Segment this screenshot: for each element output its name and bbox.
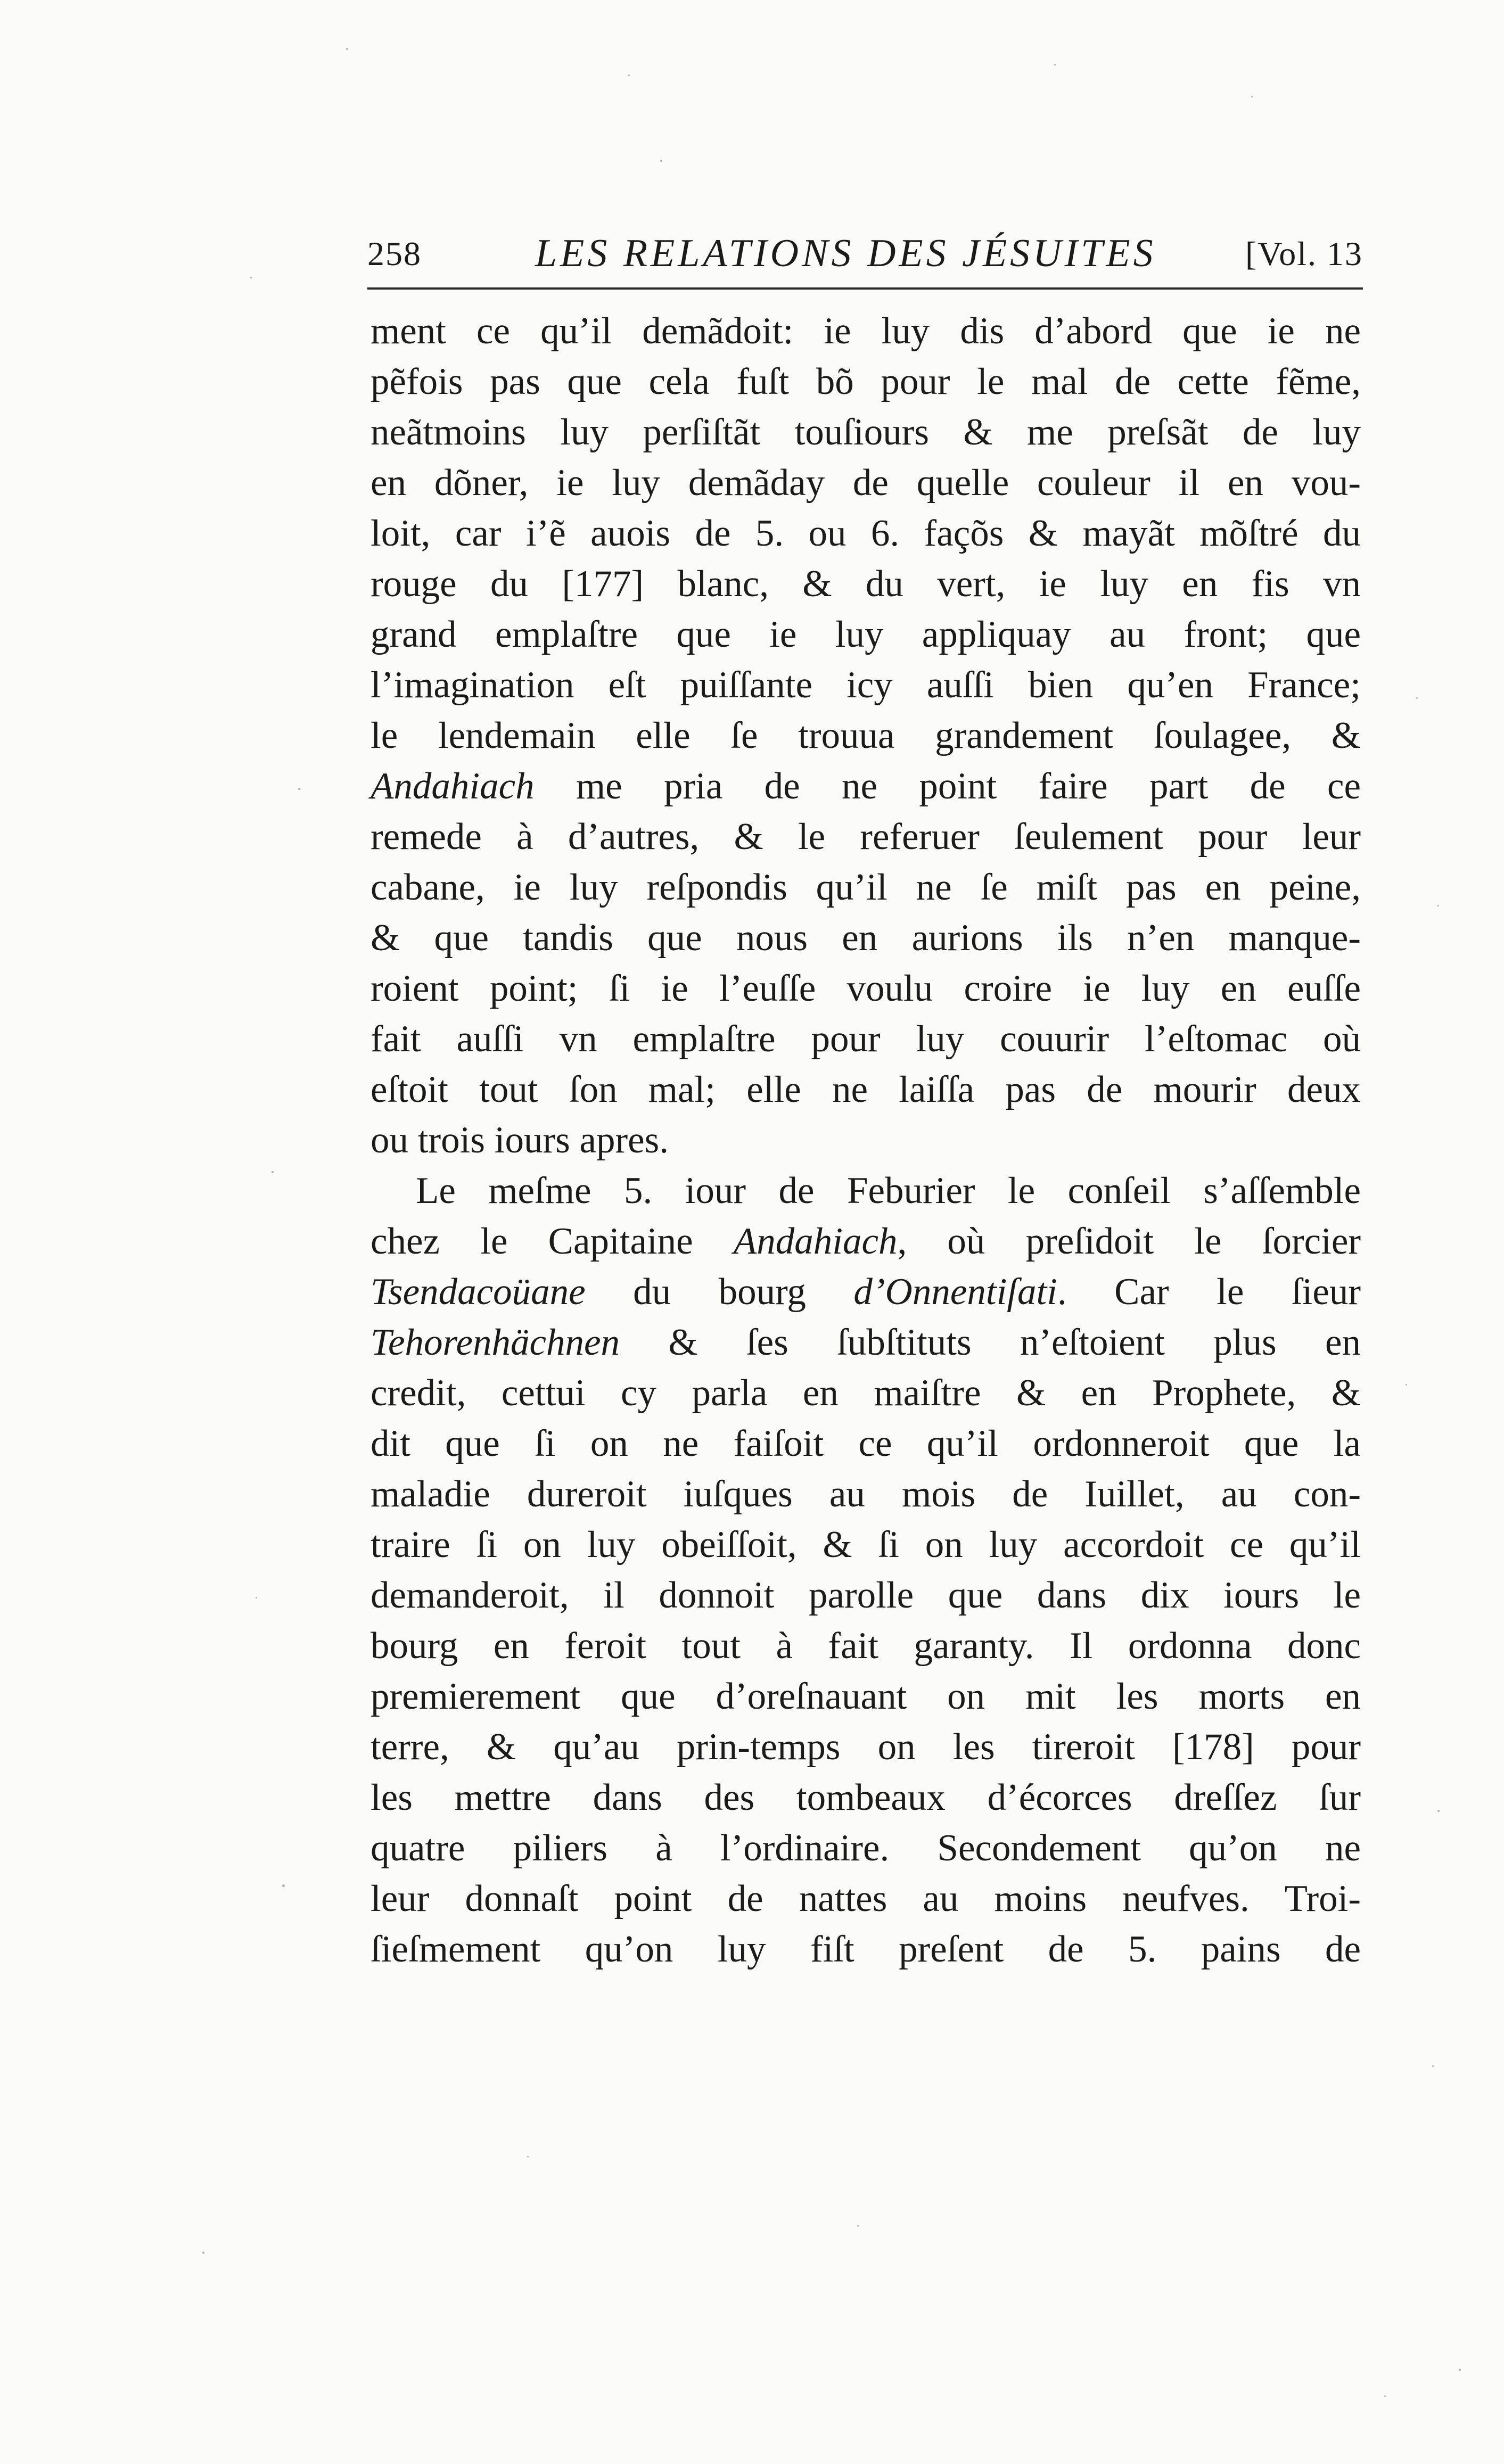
paper-speck	[1406, 1384, 1407, 1386]
text-line: Tsendacoüane du bourg d’Onnentiſati. Car le ſieur	[371, 1271, 1361, 1313]
text-line: ou trois iours apres.	[371, 1119, 669, 1161]
paper-speck	[1432, 2065, 1434, 2067]
text-line: roient point; ſi ie l’euſſe voulu croire ie luy en euſſe	[371, 968, 1361, 1009]
page-number: 258	[367, 235, 422, 273]
paper-speck	[1437, 905, 1439, 907]
paper-speck	[298, 788, 300, 790]
text-line: maladie dureroit iuſques au mois de Iuillet, au con-	[371, 1473, 1361, 1515]
paper-speck	[250, 277, 252, 278]
text-line: demanderoit, il donnoit parolle que dans dix iours le	[371, 1575, 1361, 1616]
paper-speck	[1437, 1810, 1440, 1812]
text-line: Andahiach me pria de ne point faire part de ce	[371, 765, 1361, 807]
page-header	[367, 213, 1363, 282]
paper-speck	[256, 1597, 257, 1598]
text-line: ment ce qu’il demãdoit: ie luy dis d’abord que ie ne	[371, 310, 1361, 352]
paper-speck	[1416, 697, 1418, 699]
italic-name: Andahiach	[371, 765, 535, 807]
volume-label: [Vol. 13	[1245, 235, 1363, 273]
text-line: credit, cettui cy parla en maiſtre & en Prophete, &	[371, 1372, 1361, 1414]
body-text	[371, 306, 1361, 1975]
text-line: eſtoit tout ſon mal; elle ne laiſſa pas de mourir deux	[371, 1069, 1361, 1110]
paper-speck	[660, 160, 662, 162]
text-line: remede à d’autres, & le referuer ſeulement pour leur	[371, 816, 1361, 858]
paper-speck	[1459, 2369, 1461, 2371]
paper-speck	[857, 2225, 859, 2227]
text-line: l’imagination eſt puiſſante icy auſſi bien qu’en France;	[371, 664, 1361, 706]
text-line: premierement que d’oreſnauant on mit les morts en	[371, 1676, 1361, 1717]
text-line: les mettre dans des tombeaux d’écorces dreſſez ſur	[371, 1777, 1361, 1818]
paper-speck	[272, 1171, 274, 1173]
text-line: leur donnaſt point de nattes au moins neufves. Troi-	[371, 1878, 1361, 1919]
text-line: le lendemain elle ſe trouua grandement ſoulagee, &	[371, 715, 1361, 756]
paper-speck	[1251, 96, 1253, 97]
paper-speck	[527, 2156, 529, 2157]
text-line: grand emplaſtre que ie luy appliquay au front; que	[371, 614, 1361, 655]
paper-speck	[202, 2252, 204, 2254]
header-rule	[367, 287, 1363, 290]
text-line: bourg en feroit tout à fait garanty. Il ordonna donc	[371, 1625, 1361, 1667]
text-line: Le meſme 5. iour de Feburier le conſeil s’aſſemble	[416, 1170, 1361, 1212]
paper-speck	[628, 75, 630, 76]
text-line: neãtmoins luy perſiſtãt touſiours & me preſsãt de luy	[371, 411, 1361, 453]
paper-speck	[346, 48, 348, 50]
text-line: ſieſmement qu’on luy fiſt preſent de 5. pains de	[371, 1929, 1361, 1970]
text-line: & que tandis que nous en aurions ils n’en manque-	[371, 917, 1361, 959]
text-line: Tehorenhächnen & ſes ſubſtituts n’eſtoient plus en	[371, 1322, 1361, 1363]
text-line: chez le Capitaine Andahiach, où preſidoit le ſorcier	[371, 1221, 1361, 1262]
text-line: traire ſi on luy obeiſſoit, & ſi on luy accordoit ce qu’il	[371, 1524, 1361, 1565]
text-line: rouge du [177] blanc, & du vert, ie luy en fis vn	[371, 563, 1361, 605]
paper-speck	[1384, 2395, 1386, 2397]
text-line: pẽfois pas que cela fuſt bõ pour le mal de cette fẽme,	[371, 361, 1361, 402]
paper-speck	[282, 1884, 285, 1887]
text-line: en dõner, ie luy demãday de quelle couleur il en vou-	[371, 462, 1361, 504]
paper-speck	[1054, 64, 1056, 65]
text-line: quatre piliers à l’ordinaire. Secondement qu’on ne	[371, 1827, 1361, 1869]
text-line: cabane, ie luy reſpondis qu’il ne ſe miſt pas en peine,	[371, 867, 1361, 908]
text-line: loit, car i’ẽ auois de 5. ou 6. façõs & mayãt mõſtré du	[371, 513, 1361, 554]
text-line: fait auſſi vn emplaſtre pour luy couurir l’eſtomac où	[371, 1018, 1361, 1060]
text-line: dit que ſi on ne faiſoit ce qu’il ordonneroit que la	[371, 1423, 1361, 1464]
text-line: terre, & qu’au prin-temps on les tireroit [178] pour	[371, 1726, 1361, 1768]
running-title: LES RELATIONS DES JÉSUITES	[535, 232, 1156, 275]
